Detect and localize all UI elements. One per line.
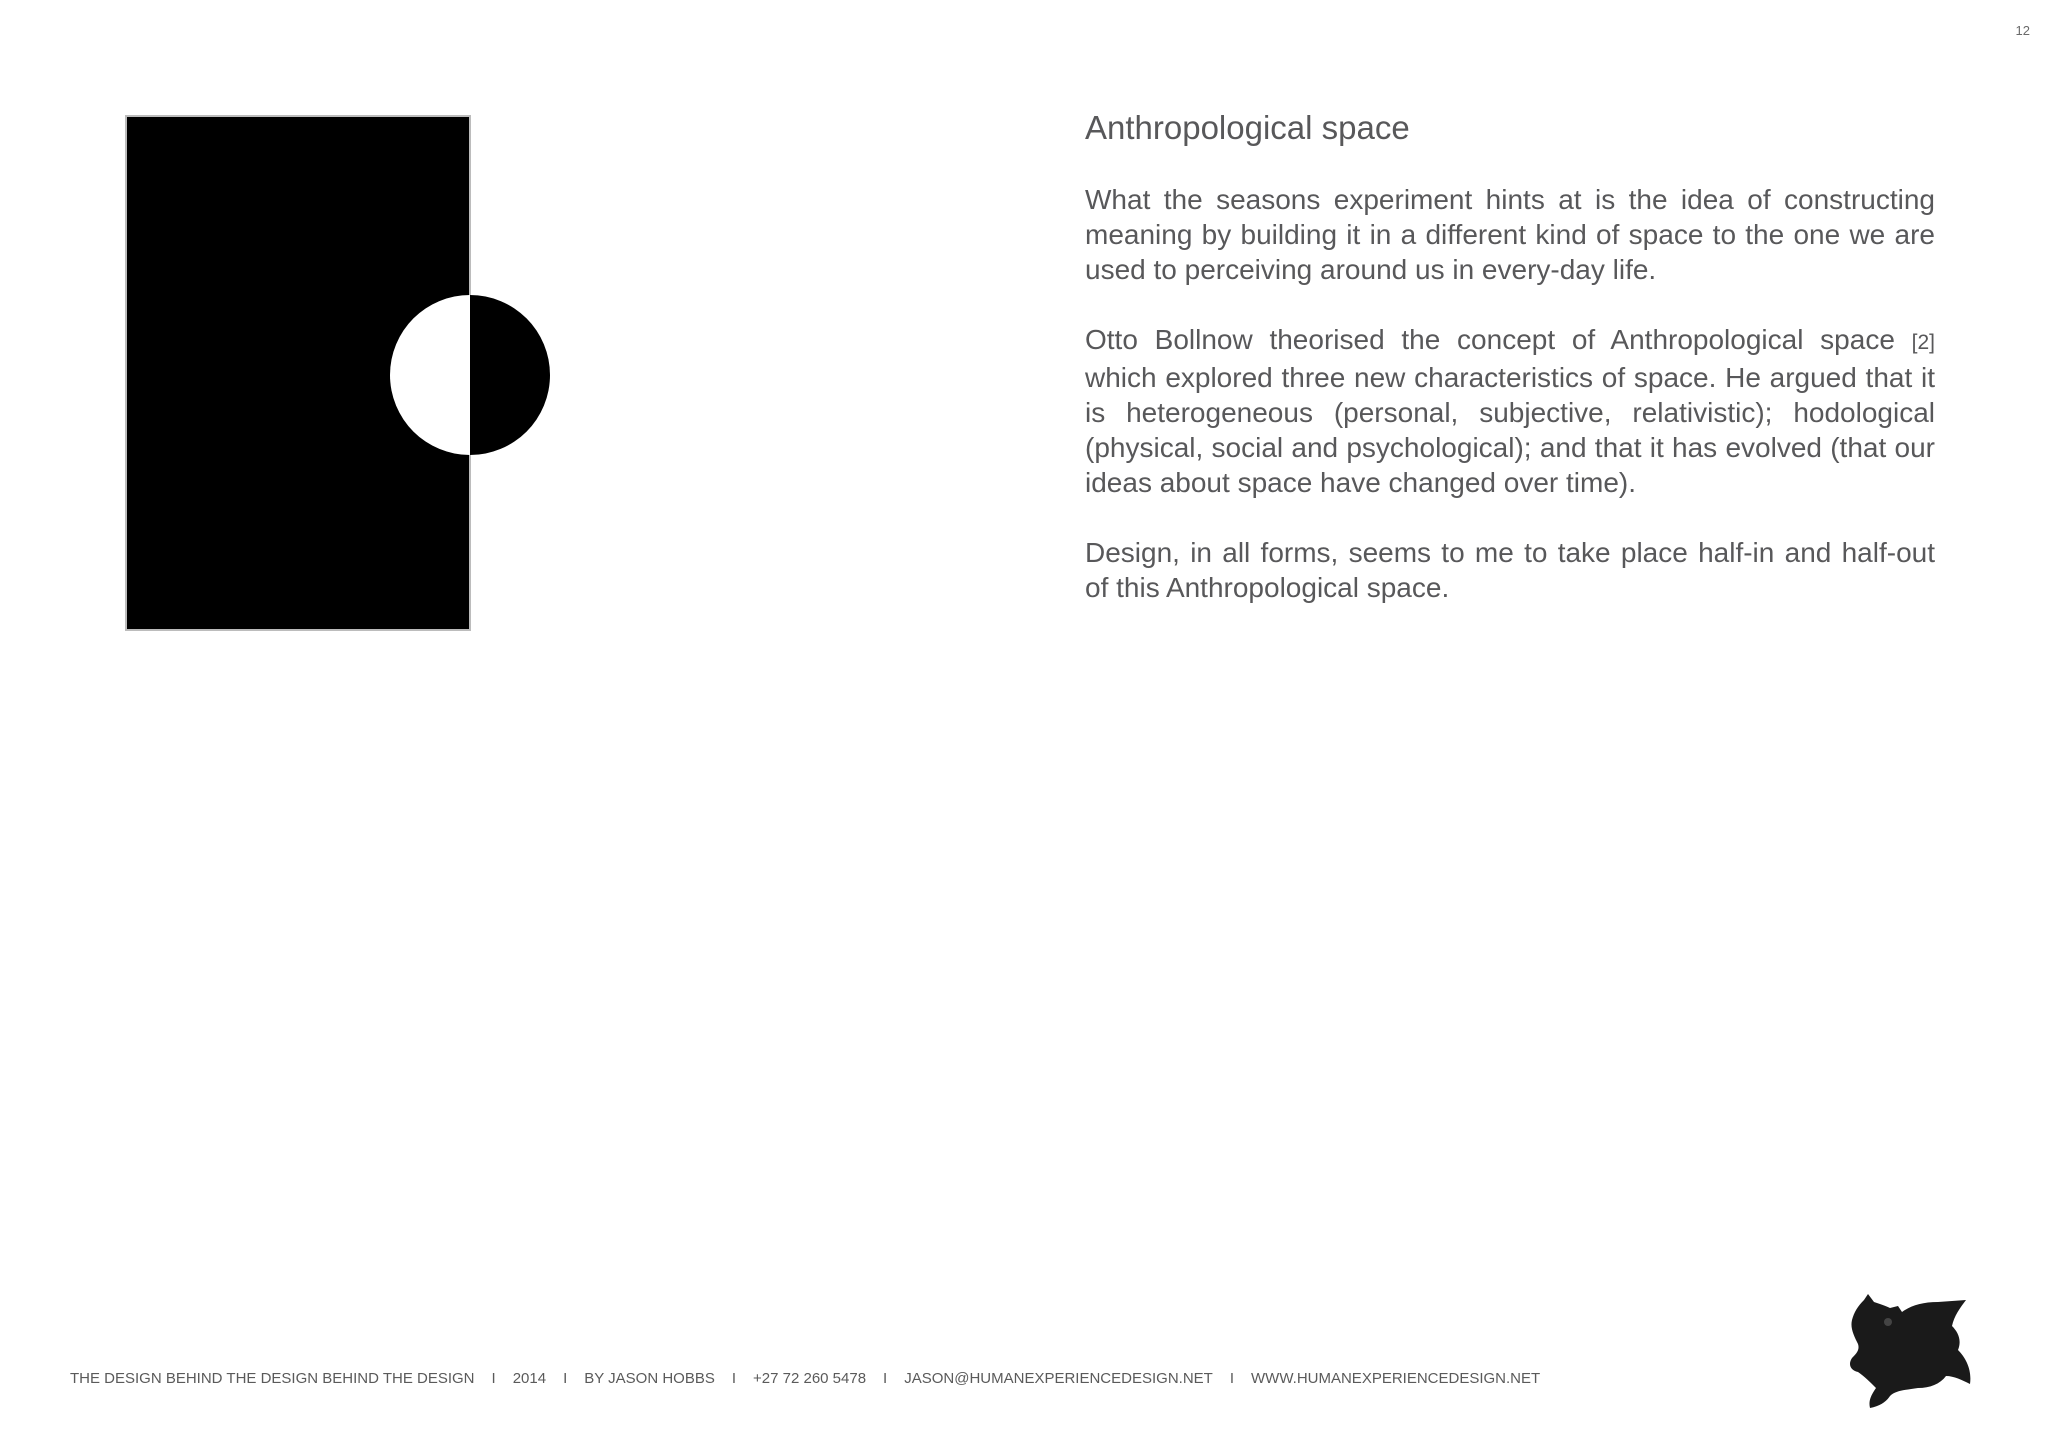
- paragraph-2-rest: which explored three new characteristics of space. He argued that it is heterogeneous (personal, subjective, relativistic); hodological (physical, social and psychological); and that it has evolved (that our ideas about space have changed over time).: [1085, 362, 1935, 498]
- footer-separator: I: [731, 1370, 737, 1387]
- footer-separator: I: [883, 1370, 888, 1387]
- black-half-circle: [470, 295, 550, 455]
- footer-separator: I: [563, 1370, 568, 1387]
- footer-separator: I: [491, 1370, 496, 1387]
- footer-phone: +27 72 260 5478: [753, 1370, 867, 1387]
- footer-separator: I: [1229, 1370, 1234, 1387]
- paragraph-1: What the seasons experiment hints at is the idea of constructing meaning by building it in a different kind of space to the one we are used to perceiving around us in every-day life.: [1085, 184, 1935, 285]
- text-column: [1085, 108, 1935, 640]
- footer-year: 2014: [512, 1370, 547, 1387]
- logo-body: [1850, 1294, 1970, 1408]
- page-number: 12: [2015, 23, 2030, 38]
- paragraph-3: Design, in all forms, seems to me to take place half-in and half-out of this Anthropological space.: [1085, 537, 1935, 603]
- paragraph-2-text: Otto Bollnow theorised the concept of Anthropological space: [1085, 324, 1895, 355]
- citation-reference: [2]: [1911, 331, 1936, 354]
- footer-email: JASON@HUMANEXPERIENCEDESIGN.NET: [904, 1370, 1213, 1387]
- creature-logo-icon: [1846, 1292, 1980, 1410]
- page-title: Anthropological space: [1085, 109, 1410, 146]
- logo-eye: [1884, 1318, 1892, 1326]
- figure-svg: [124, 114, 556, 632]
- footer-title: THE DESIGN BEHIND THE DESIGN BEHIND THE DESIGN: [70, 1370, 475, 1387]
- logo-svg: [1846, 1292, 1980, 1410]
- footer-website: WWW.HUMANEXPERIENCEDESIGN.NET: [1251, 1370, 1541, 1387]
- footer-author: BY JASON HOBBS: [584, 1370, 715, 1387]
- footer: [70, 1370, 1540, 1387]
- half-circle-rectangle-graphic: [124, 114, 556, 632]
- paragraph-2: [1085, 322, 1935, 500]
